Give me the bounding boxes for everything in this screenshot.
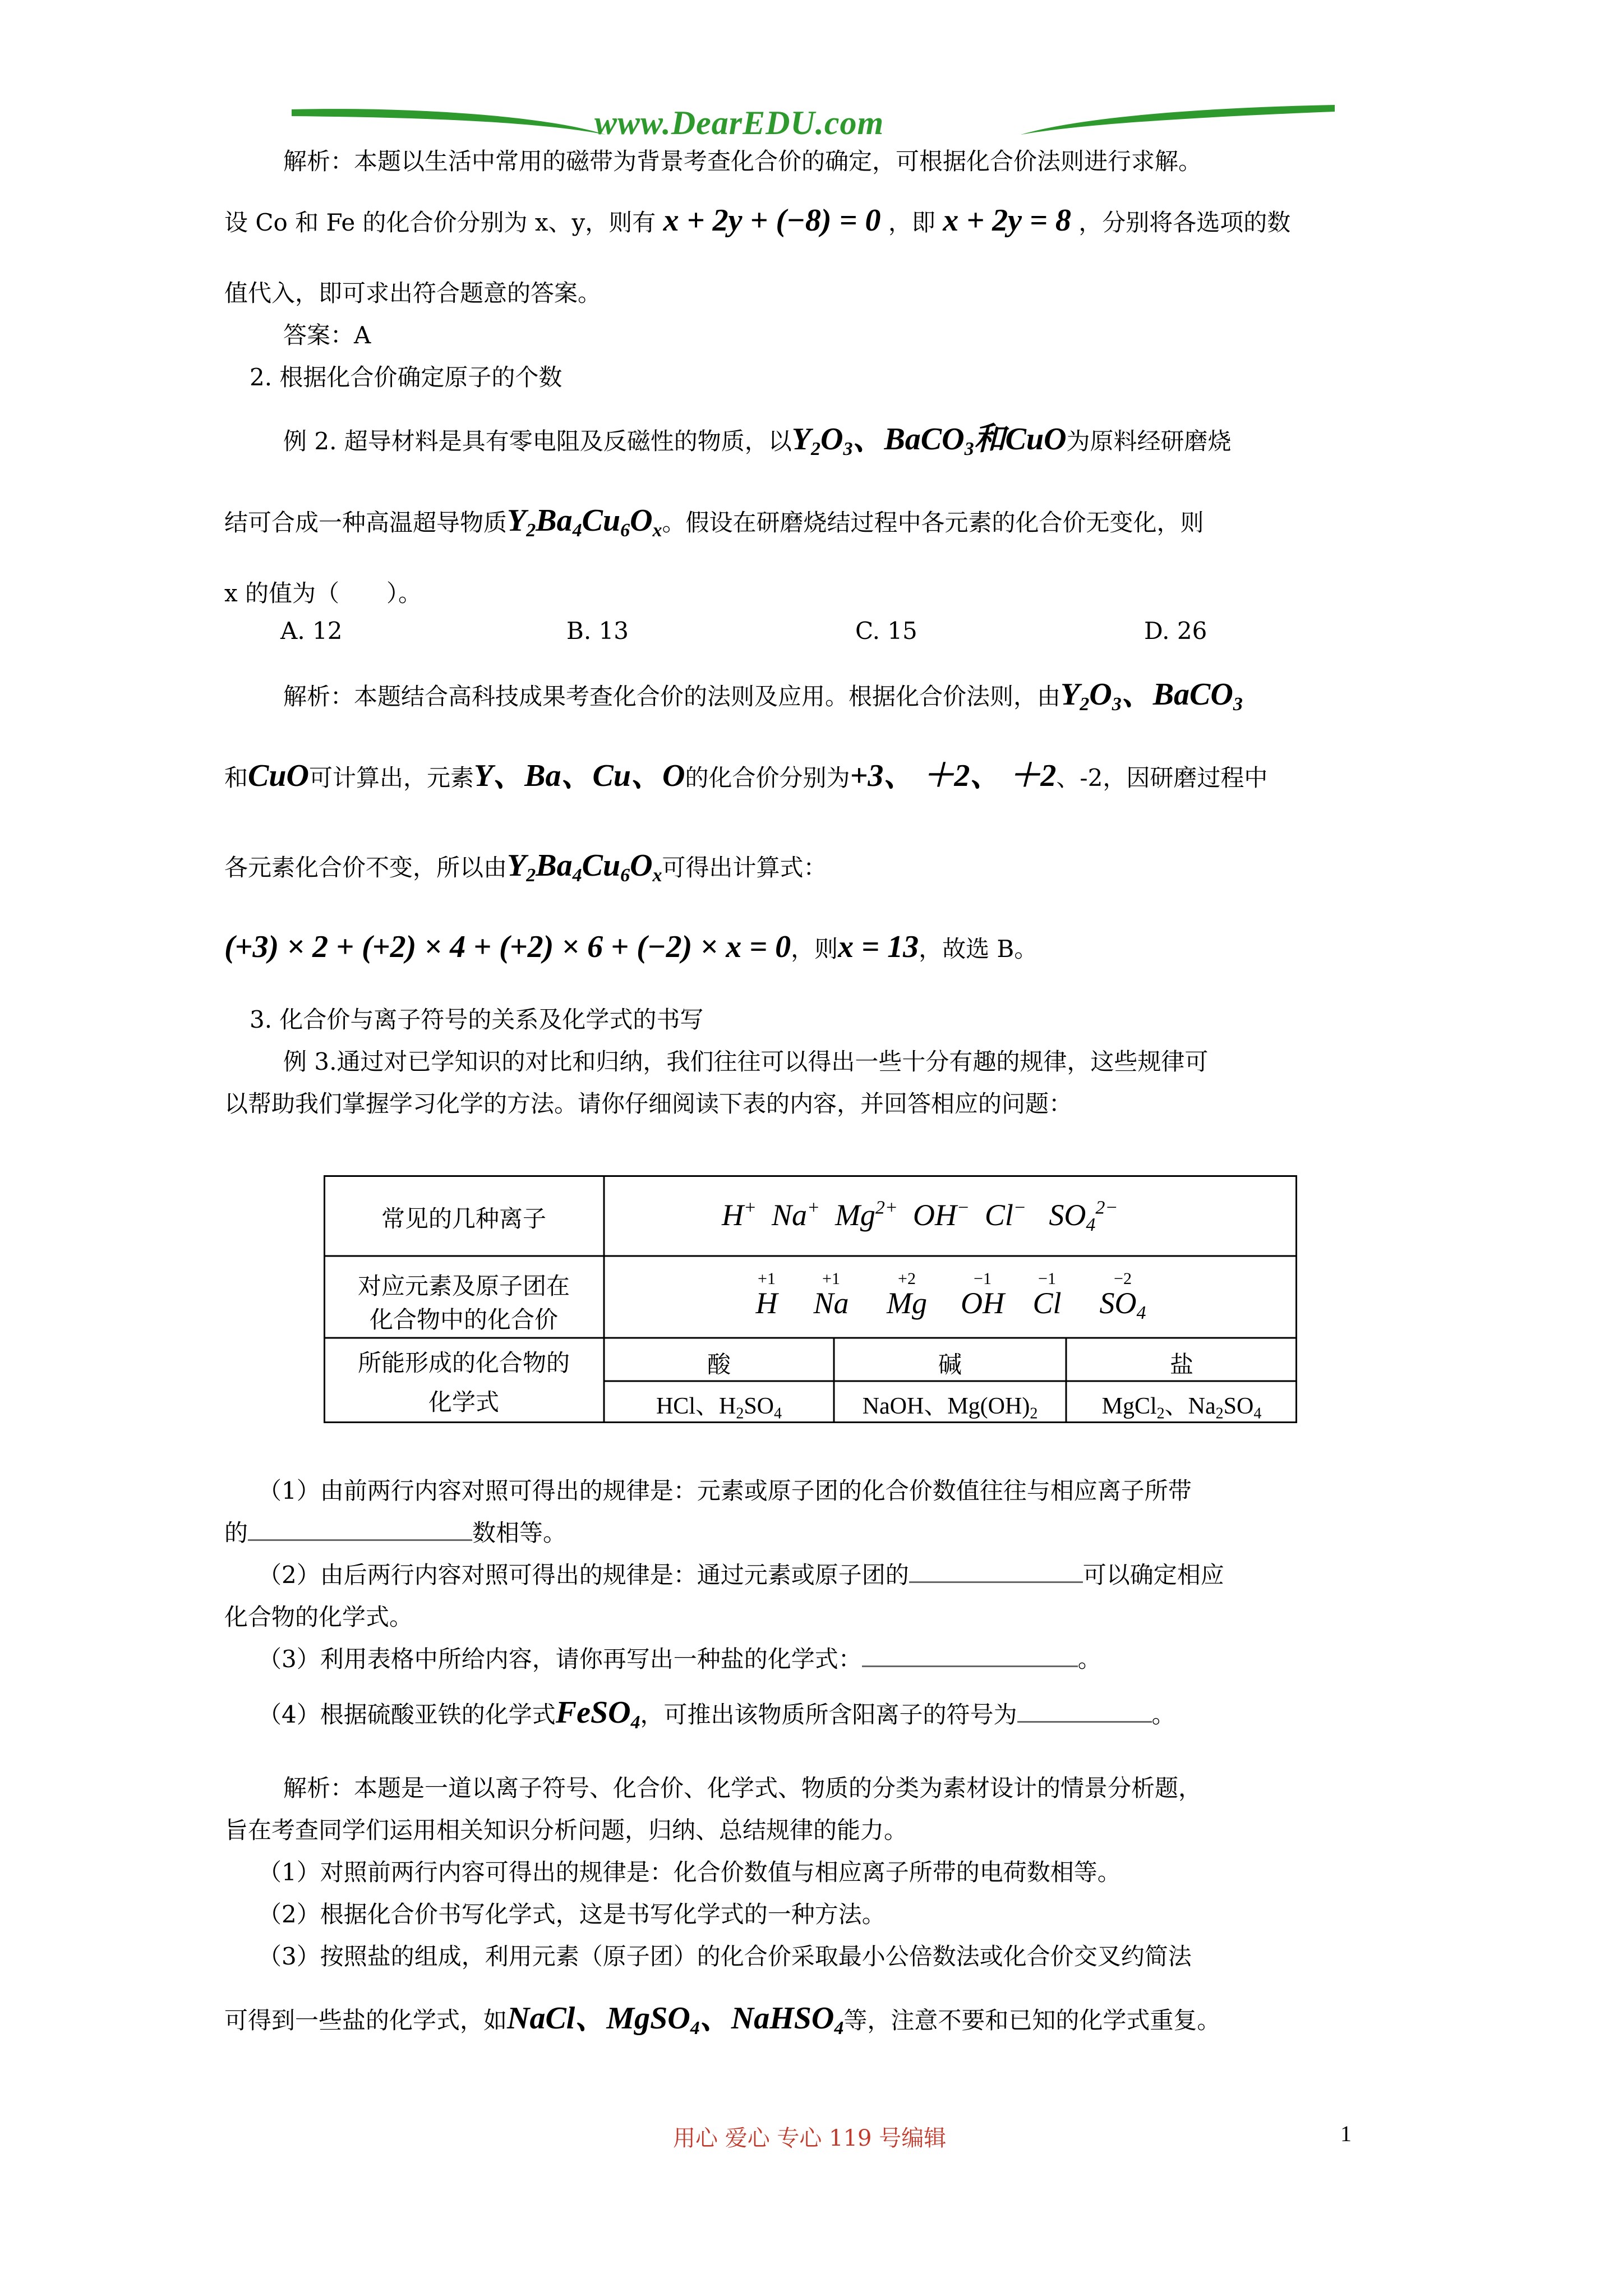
solution3-text-b: 等，注意不要和已知的化学式重复。 [843,2007,1221,2034]
equation-2: x + 2y = 8 [943,203,1071,238]
solution3-line5: （3）按照盐的组成，利用元素（原子团）的化合价采取最小公倍数法或化合价交叉约简法 [258,1943,1192,1970]
valence-mg: +2 Mg [887,1269,927,1320]
solution2-line3 [224,848,827,886]
example-3-line2: 以帮助我们掌握学习化学的方法。请你仔细阅读下表的内容，并回答相应的问题： [224,1090,1073,1117]
question-1-line2 [224,1515,566,1548]
valence-na: +1 Na [813,1269,849,1320]
solution3-text-a: 可得到一些盐的化学式，如 [224,2007,508,2034]
x-equals-13: x = 13 [838,930,919,964]
ion-table [324,1175,1297,1423]
acid-formulas: HCl、$H_2SO_4$ [656,1393,782,1423]
answer-blank-3[interactable] [862,1665,1078,1667]
question-4-text-a: （4）根据硫酸亚铁的化学式 [258,1701,556,1728]
question-1-line1: （1）由前两行内容对照可得出的规律是：元素或原子团的化合价数值往往与相应离子所带 [258,1477,1192,1504]
formula-cuo: CuO [248,758,309,793]
formula-feso4: FeSO$_4$ [555,1695,640,1733]
solution1-line2-a: 设 Co 和 Fe 的化合价分别为 x、y，则有 [224,209,656,236]
question-2-text-b: 可以确定相应 [1082,1561,1224,1589]
option-c: C. 15 [855,617,917,645]
category-acid: 酸 [707,1351,731,1378]
example-2-line3: x 的值为（ ）。 [224,579,422,607]
answer-blank-2[interactable] [909,1581,1083,1583]
solution3-line1: 解析：本题是一道以离子符号、化合价、化学式、物质的分类为素材设计的情景分析题， [283,1774,1202,1802]
category-base: 碱 [938,1351,962,1378]
table-row1-label: 常见的几种离子 [381,1205,546,1232]
question-4-text-c: 。 [1151,1701,1175,1728]
example-2-line2 [224,503,1204,541]
solution2-text-i: ，故选 B。 [919,935,1038,963]
example-3-line1: 例 3.通过对已学知识的对比和归纳，我们往往可以得出一些十分有趣的规律，这些规律可 [283,1048,1209,1075]
formula-y2o3-bac03-cuo: $Y_2O_3$、BaCO$_3$和CuO [791,422,1067,460]
question-3-text-a: （3）利用表格中所给内容，请你再写出一种盐的化学式： [258,1645,862,1673]
solution2-text-b: 和 [224,764,248,792]
solution1-line1: 解析：本题以生活中常用的磁带为背景考查化合价的确定，可根据化合价法则进行求解。 [283,148,1202,175]
footer-text: 用心 爱心 专心 119 号编辑 [673,2125,947,2151]
solution3-line6 [224,2001,1221,2039]
solution2-text-d: 的化合价分别为 [685,764,850,792]
calculation-equation: (+3) × 2 + (+2) × 4 + (+2) × 6 + (−2) × x = 0 [224,930,791,964]
question-1-text-c: 数相等。 [472,1519,567,1547]
solution2-text-h: ，则 [791,935,838,963]
formula-superconductor-2: $Y_2Ba_4Cu_6O_x$ [507,848,662,886]
table-row3-label-2: 化学式 [428,1388,499,1416]
solution2-line4 [224,931,1038,963]
valence-so4: −2 $SO_4$ [1099,1269,1146,1324]
option-d: D. 26 [1144,617,1207,645]
solution2-text-e: 、-2，因研磨过程中 [1056,764,1268,792]
equation-1: x + 2y + (−8) = 0 [663,203,881,238]
valence-values: +3、 ＋2、 ＋2 [850,758,1057,793]
solution1-line2-c: ，分别将各选项的数 [1078,209,1291,236]
example-2-line1 [283,422,1232,460]
answer-blank-1[interactable] [248,1539,472,1541]
solution2-text-g: 可得出计算式： [662,854,827,881]
question-1-text-b: 的 [224,1519,248,1547]
question-2-line1 [258,1557,1224,1590]
salt-examples: NaCl、MgSO$_4$、NaHSO$_4$ [507,2001,844,2039]
solution1-line3: 值代入，即可求出符合题意的答案。 [224,279,602,307]
option-b: B. 13 [566,617,629,645]
option-a: A. 12 [280,617,343,645]
solution1-line2-b: ，即 [888,209,935,236]
question-4-line [258,1695,1175,1733]
valence-oh: −1 OH [961,1269,1004,1320]
answer-1: 答案：A [283,321,371,349]
base-formulas: NaOH、$Mg(OH)_2$ [862,1393,1038,1423]
table-row3-label-1: 所能形成的化合物的 [357,1349,570,1377]
example-2-text-a: 例 2. 超导材料是具有零电阻及反磁性的物质，以 [283,427,792,455]
question-2-text-a: （2）由后两行内容对照可得出的规律是：通过元素或原子团的 [258,1561,909,1589]
section-3-title: 3. 化合价与离子符号的关系及化学式的书写 [250,1006,704,1033]
header-swoosh-left [292,104,606,143]
solution2-line1 [283,677,1243,715]
question-4-text-b: ，可推出该物质所含阳离子的符号为 [640,1701,1017,1728]
formula-y2o3-baco3: $Y_2O_3$、BaCO$_3$ [1061,677,1243,715]
header-banner [292,104,1335,143]
ion-list: H+ Na+ $Mg^{2+}$ OH− Cl− $SO_4^{2-}$ [722,1197,1118,1236]
solution2-line2 [224,760,1267,792]
solution2-text-a: 解析：本题结合高科技成果考查化合价的法则及应用。根据化合价法则，由 [283,683,1061,710]
elements-list: Y、Ba、Cu、O [473,758,685,793]
example-2-text-c: 结可合成一种高温超导物质 [224,509,508,536]
header-swoosh-right [1021,104,1335,143]
salt-formulas: MgCl$_2$、$Na_2SO_4$ [1101,1393,1262,1423]
table-row2-label-1: 对应元素及原子团在 [357,1272,570,1300]
formula-superconductor: $Y_2Ba_4Cu_6O_x$ [507,503,662,541]
table-row2-label-2: 化合物中的化合价 [369,1306,558,1333]
category-salt: 盐 [1169,1351,1193,1378]
header-site: www.DearEDU.com [594,104,884,141]
question-2-line2: 化合物的化学式。 [224,1603,413,1631]
question-3-line [258,1641,1101,1674]
solution2-text-c: 可计算出，元素 [308,764,474,792]
solution3-line4: （2）根据化合价书写化学式，这是书写化学式的一种方法。 [258,1901,886,1928]
section-2-title: 2. 根据化合价确定原子的个数 [250,364,562,391]
solution3-line2: 旨在考查同学们运用相关知识分析问题，归纳、总结规律的能力。 [224,1816,908,1844]
solution3-line3: （1）对照前两行内容可得出的规律是：化合价数值与相应离子所带的电荷数相等。 [258,1858,1121,1886]
solution1-line2 [224,205,1290,236]
question-3-text-b: 。 [1077,1645,1101,1673]
solution2-text-f: 各元素化合价不变，所以由 [224,854,508,881]
page-number: 1 [1340,2121,1352,2146]
example-2-text-d: 。假设在研磨烧结过程中各元素的化合价无变化，则 [662,509,1204,536]
answer-blank-4[interactable] [1017,1721,1152,1723]
example-2-text-b: 为原料经研磨烧 [1066,427,1232,455]
valence-cl: −1 Cl [1032,1269,1062,1320]
valence-h: +1 H [755,1269,778,1320]
